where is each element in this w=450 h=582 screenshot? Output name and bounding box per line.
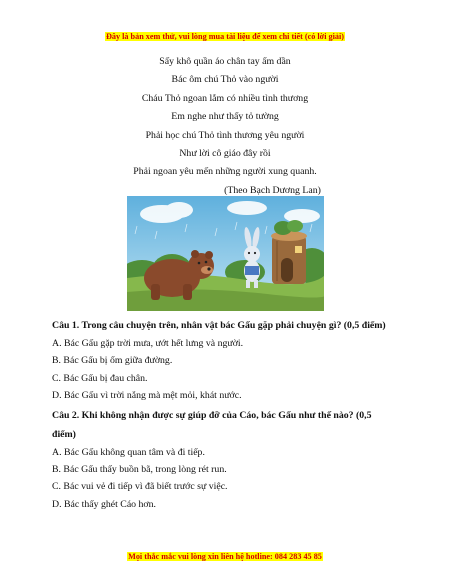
poem-line: Phải học chú Thỏ tình thương yêu người [145, 129, 305, 141]
question-2 [52, 406, 397, 514]
questions-section [52, 316, 397, 514]
poem-author: (Theo Bạch Dương Lan) [224, 184, 321, 196]
question-title: Câu 2. Khi không nhận được sự giúp đỡ của Cáo, bác Gấu như thế nào? (0,5 điểm) [52, 409, 372, 440]
answer-option: B. Bác Gấu bị ốm giữa đường. [52, 355, 173, 367]
answer-option: C. Bác vui vẻ đi tiếp vì đã biết trước sự việc. [52, 481, 228, 493]
poem-line: Bác ôm chú Thỏ vào người [171, 74, 279, 86]
answer-option: A. Bác Gấu không quan tâm và đi tiếp. [52, 446, 205, 458]
answer-option: D. Bác thấy ghét Cáo hơn. [52, 498, 156, 510]
poem-line: Cháu Thỏ ngoan lắm có nhiều tình thương [141, 92, 309, 104]
answer-option: D. Bác Gấu vì trời nắng mà mệt mỏi, khát nước. [52, 390, 242, 402]
answer-option: C. Bác Gấu bị đau chân. [52, 372, 148, 384]
preview-notice-text: Đây là bản xem thử, vui lòng mua tài liệu để xem chi tiết (có lời giải) [105, 32, 344, 41]
poem-line: Như lời cô giáo đây rồi [179, 147, 271, 159]
hotline-banner [0, 546, 450, 564]
story-illustration [127, 196, 324, 311]
poem-line: Em nghe như thấy tỏ tường [171, 111, 279, 123]
poem-line: Phải ngoan yêu mến những người xung quanh. [133, 166, 317, 178]
poem-block [0, 53, 450, 200]
answer-option: A. Bác Gấu gặp trời mưa, ướt hết lưng và người. [52, 338, 244, 349]
preview-notice-banner [0, 26, 450, 44]
hotline-text: Mọi thắc mắc vui lòng xin liên hệ hotline: 084 283 45 85 [128, 552, 322, 561]
question-title: Câu 1. Trong câu chuyện trên, nhân vật bác Gấu gặp phải chuyện gì? (0,5 điểm) [52, 320, 386, 331]
illustration-scene [127, 196, 324, 311]
question-1 [52, 316, 397, 405]
answer-option: B. Bác Gấu thấy buồn bã, trong lòng rét run. [52, 464, 227, 476]
poem-line: Sấy khô quần áo chân tay ấm dần [159, 56, 291, 67]
